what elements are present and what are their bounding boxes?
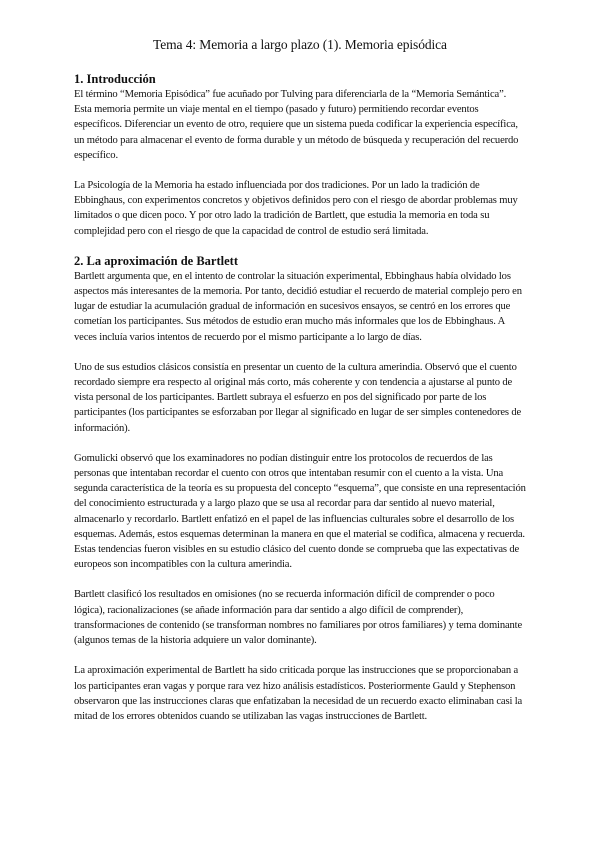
section-introduccion [74, 72, 526, 239]
paragraph: La Psicología de la Memoria ha estado influenciada por dos tradiciones. Por un lado la tradición de Ebbinghaus, con experimentos concretos y objetivos definidos pero con el riesgo de abordar problemas muy limitados o que dicen poco. Y por otro lado la tradición de Bartlett, que estudia la memoria en toda su complejidad pero con el riesgo de que la capacidad de control de estudio será limitada. [74, 180, 518, 237]
paragraph: Uno de sus estudios clásicos consistía en presentar un cuento de la cultura amerindia. Observó que el cuento recordado siempre era respecto al original más corto, más coherente y con tendencia a ajustarse al punto de vista personal de los participantes. Bartlett subraya el esfuerzo en pos del significado por parte de los participantes (los participantes se esforzaban por llegar al significado en lugar de ser simples contenedores de información). [74, 361, 522, 434]
paragraph: Gomulicki observó que los examinadores no podían distinguir entre los protocolos de recuerdos de las personas que intentaban recordar el cuento con otros que intentaban resumir con el cuento a la vista. Una segunda característica de la teoría es su propuesta del concepto “esquema”, que consiste en una representación del conocimiento estructurada y a largo plazo que se usa al recordar para dar sentido al nuevo material, almacenarlo y recordarlo. Bartlett enfatizó en el papel de las influencias culturales sobre el desarrollo de los esquemas. Además, estos esquemas determinan la manera en que el material se codifica, almacena y recuerda. Estas tendencias fueron visibles en su estudio clásico del cuento donde se comprueba que las expectativas de europeos son incompatibles con la cultura amerindia. [74, 452, 526, 571]
paragraph: Bartlett argumenta que, en el intento de controlar la situación experimental, Ebbinghaus había olvidado los aspectos más interesantes de la memoria. Por tanto, decidió estudiar el recuerdo de material complejo pero en lugar de estudiar la acumulación gradual de información en sucesivos ensayos, se centró en los errores que cometían los participantes. Sus métodos de estudio eran mucho más informales que los de Ebbinghaus. A veces incluía varios intentos de recuerdo por el mismo participante a lo largo de días. [74, 270, 522, 343]
document-page [74, 36, 526, 739]
section-heading: 2. La aproximación de Bartlett [74, 253, 238, 268]
paragraph: Bartlett clasificó los resultados en omisiones (no se recuerda información difícil de comprender o poco lógica), racionalizaciones (se añade información para dar sentido a algo difícil de comprender), transformaciones de contenido (se transforman nombres no familiares por otros familiares) y tema dominante (algunos temas de la historia adquiere un valor dominante). [74, 589, 523, 647]
paragraph: El término “Memoria Episódica” fue acuñado por Tulving para diferenciarla de la “Memoria Semántica”. Esta memoria permite un viaje mental en el tiempo (pasado y futuro) permitiendo recordar eventos específicos. Diferenciar un evento de otro, requiere que un sistema pueda codificar la experiencia específica, un método para almacenar el evento de forma durable y un método de búsqueda y recuperación del recuerdo específico. [74, 89, 519, 161]
paragraph: La aproximación experimental de Bartlett ha sido criticada porque las instrucciones que se proporcionaban a los participantes eran vagas y porque rara vez hizo análisis estadísticos. Posteriormente Gauld y Stephenson observaron que las instrucciones claras que enfatizaban la necesidad de un recuerdo exacto eliminaban casi la mitad de los errores obtenidos cuando se utilizaban las vagas instrucciones de Bartlett. [74, 665, 523, 722]
page-title: Tema 4: Memoria a largo plazo (1). Memoria episódica [153, 37, 447, 52]
section-heading: 1. Introducción [74, 72, 156, 86]
section-bartlett [74, 254, 526, 724]
